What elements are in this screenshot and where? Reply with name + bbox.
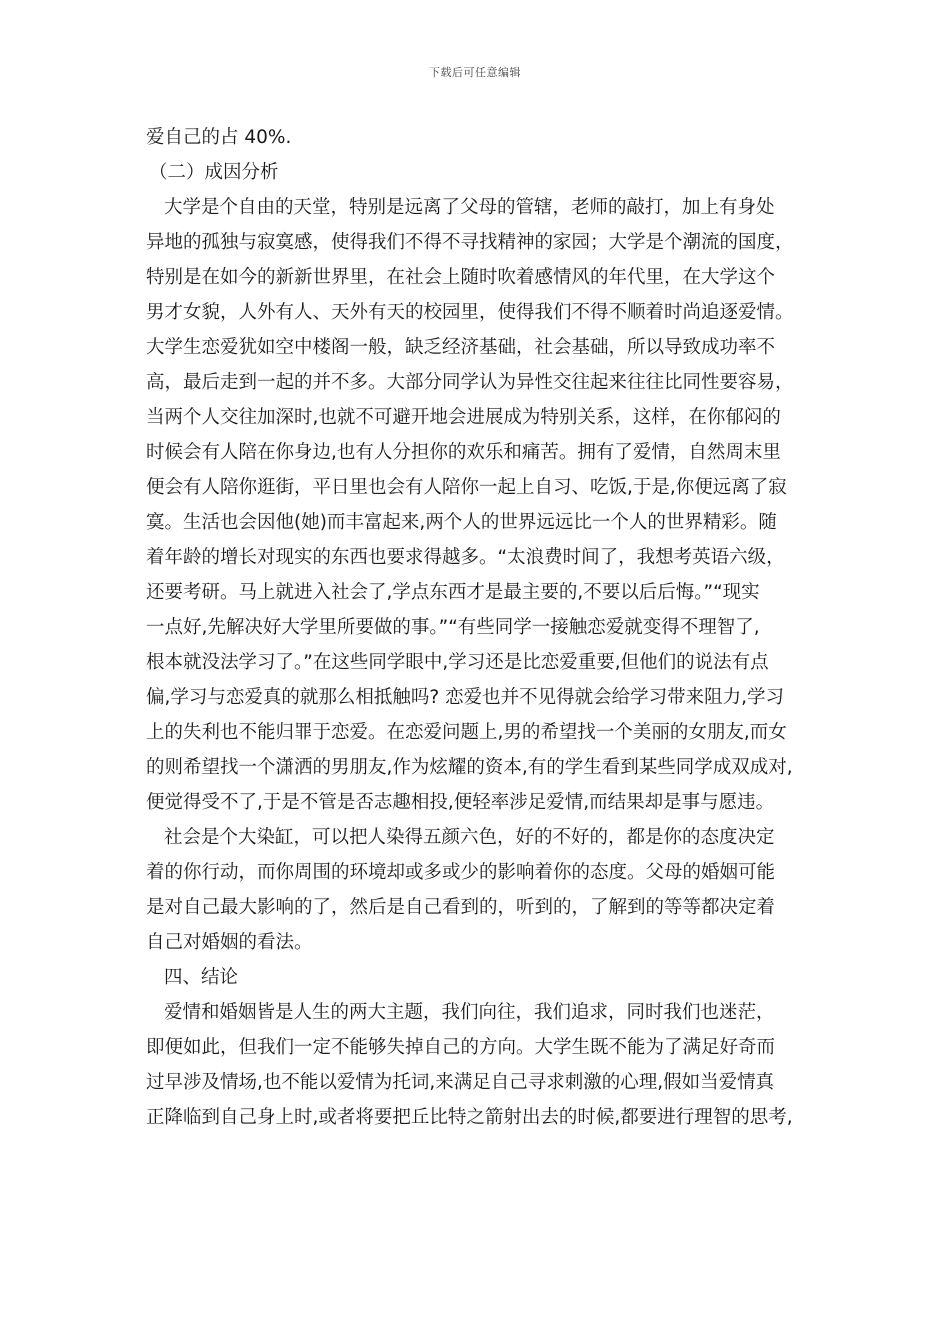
body-line: 的则希望找一个潇洒的男朋友,作为炫耀的资本,有的学生看到某些同学成双成对, — [146, 757, 793, 778]
body-line: 自己对婚姻的看法。 — [146, 932, 313, 953]
body-line: 便觉得受不了,于是不管是否志趣相投,便轻率涉足爱情,而结果却是事与愿违。 — [146, 792, 775, 813]
body-line: 正降临到自己身上时,或者将要把丘比特之箭射出去的时候,都要进行理智的思考, — [146, 1107, 793, 1128]
body-line: 时候会有人陪在你身边,也有人分担你的欢乐和痛苦。拥有了爱情，自然周末里 — [146, 442, 781, 463]
body-line: 特别是在如今的新新世界里，在社会上随时吹着感情风的年代里，在大学这个 — [146, 267, 776, 288]
body-line: 着的你行动，而你周围的环境却或多或少的影响着你的态度。父母的婚姻可能 — [146, 862, 776, 883]
body-line: 着年龄的增长对现实的东西也要求得越多。“太浪费时间了，我想考英语六级， — [146, 547, 785, 568]
body-line: 爱情和婚姻皆是人生的两大主题，我们向往，我们追求，同时我们也迷茫， — [164, 1002, 775, 1023]
body-line: 男才女貌，人外有人、天外有天的校园里，使得我们不得不顺着时尚追逐爱情。 — [146, 302, 794, 323]
body-line: 当两个人交往加深时,也就不可避开地会进展成为特别关系，这样，在你郁闷的 — [146, 407, 781, 428]
body-line: 还要考研。马上就进入社会了,学点东西才是最主要的,不要以后后悔。”“现实 — [146, 582, 760, 603]
body-line: 大学生恋爱犹如空中楼阁一般，缺乏经济基础，社会基础，所以导致成功率不 — [146, 337, 776, 358]
section-heading: 四、结论 — [164, 967, 239, 988]
body-line: 社会是个大染缸，可以把人染得五颜六色，好的不好的，都是你的态度决定 — [164, 827, 775, 848]
body-line: 异地的孤独与寂寞感，使得我们不得不寻找精神的家园；大学是个潮流的国度， — [146, 232, 794, 253]
body-line: 一点好,先解决好大学里所要做的事。”“有些同学一接触恋爱就变得不理智了, — [146, 617, 760, 638]
body-line: 大学是个自由的天堂，特别是远离了父母的管辖，老师的敲打，加上有身处 — [164, 197, 775, 218]
body-line: 爱自己的占 40%. — [146, 127, 292, 148]
body-line: 过早涉及情场,也不能以爱情为托词,来满足自己寻求刺激的心理,假如当爱情真 — [146, 1072, 775, 1093]
section-heading: （二）成因分析 — [149, 162, 279, 183]
body-line: 上的失利也不能归罪于恋爱。在恋爱问题上,男的希望找一个美丽的女朋友,而女 — [146, 722, 787, 743]
page-header-note: 下载后可任意编辑 — [429, 66, 521, 79]
body-line: 根本就没法学习了。”在这些同学眼中,学习还是比恋爱重要,但他们的说法有点 — [146, 652, 769, 673]
body-line: 是对自己最大影响的了，然后是自己看到的，听到的，了解到的等等都决定着 — [146, 897, 776, 918]
body-line: 即便如此，但我们一定不能够失掉自己的方向。大学生既不能为了满足好奇而 — [146, 1037, 776, 1058]
body-line: 便会有人陪你逛街，平日里也会有人陪你一起上自习、吃饭,于是,你便远离了寂 — [146, 477, 787, 498]
body-line: 高，最后走到一起的并不多。大部分同学认为异性交往起来往往比同性要容易， — [146, 372, 794, 393]
document-body — [146, 120, 814, 1135]
body-line: 寞。生活也会因他(她)而丰富起来,两个人的世界远远比一个人的世界精彩。随 — [146, 512, 777, 533]
body-line: 偏,学习与恋爱真的就那么相抵触吗? 恋爱也并不见得就会给学习带来阻力,学习 — [146, 687, 784, 708]
